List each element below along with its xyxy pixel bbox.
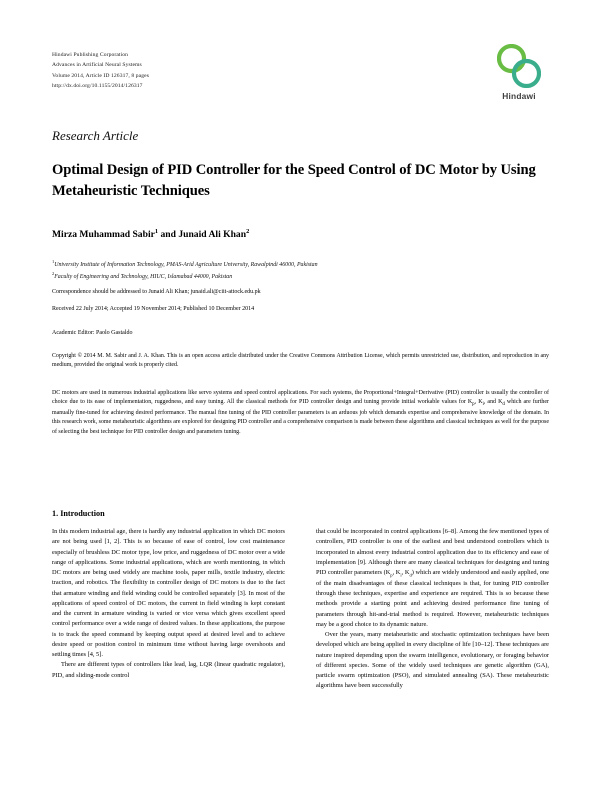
correspondence-note: Correspondence should be addressed to Junaid Ali Khan; junaid.ali@ciit-attock.edu.pk (52, 289, 261, 295)
paragraph: There are different types of controllers like lead, lag, LQR (linear quadratic regulator), PID, and sliding-mode control (52, 661, 285, 679)
body-column-right (316, 527, 549, 692)
publisher-doi-link[interactable]: http://dx.doi.org/10.1155/2014/126317 (52, 83, 143, 90)
copyright-notice: Copyright © 2014 M. M. Sabir and J. A. Khan. This is an open access article distributed under the Creative Commons Attribution License, which permits unrestricted use, distribution, and reproduction in any medium, provided the original work is properly cited. (52, 353, 549, 369)
author-list (52, 228, 552, 240)
affiliation-text: Faculty of Engineering and Technology, HIUC, Islamabad 44000, Pakistan (54, 274, 233, 281)
hindawi-logo (486, 44, 552, 101)
hindawi-wordmark: Hindawi (502, 91, 536, 101)
paragraph: In this modern industrial age, there is hardly any industrial application in which DC motors are not being used [1, 2]. This is so because of ease of control, low cost maintenance especially of brushless DC motor type, low price, and ruggedness of DC motor over a wide range of applications. Some industrial applications, which are worth mentioning, in which DC motors are being used widely are machine tools, paper mills, textile industry, electric traction, and robotics. The flexibility in controller design of DC motors is due to the fact that armature winding and field winding could be controlled separately [3]. In most of the applications of speed control of DC motors, the current in field winding is kept constant and the current in armature winding is varied or vice versa which gives excellent speed control performance over a wide range of desired values. In these applications, the purpose is to track the speed command by keeping output speed at desired level and to achieve desire speed or position control in minimum time without having large overshoots and settling times [4, 5]. (52, 528, 285, 659)
publisher-info (52, 50, 149, 91)
publisher-line-2: Advances in Artificial Neural Systems (52, 62, 142, 69)
affiliation-marker: 2 (52, 271, 55, 277)
body-columns (52, 527, 549, 777)
body-column-left (52, 527, 285, 681)
hindawi-logo-icon (497, 44, 541, 88)
academic-editor: Academic Editor: Paolo Gastaldo (52, 330, 133, 336)
page-title: Optimal Design of PID Controller for the Speed Control of DC Motor by Using Metaheuristic Techniques (52, 161, 536, 199)
article-type: Research Article (52, 128, 139, 143)
publisher-line-1: Hindawi Publishing Corporation (52, 52, 129, 58)
publisher-line-3: Volume 2014, Article ID 126317, 8 pages (52, 72, 150, 79)
publication-dates: Received 22 July 2014; Accepted 19 November 2014; Published 10 December 2014 (52, 306, 255, 312)
affiliation-list (52, 258, 552, 283)
paragraph: that could be incorporated in control applications [6–8]. Among the few mentioned types of controllers, PID controller is one of the earliest and best understood controllers which is incorporated in almost every industrial control application due to its efficiency and ease of implementation [9]. Although there are many classical techniques for designing and tuning PID controller parameters ($K_p$, $K_i$, $K_d$) which are widely understood and easily applied, one of the main disadvantages of these classical techniques is that, for tuning PID controller through these techniques, expertise and experience are required. This is so because these methods provide a starting point and achieving desired performance fine tuning of parameters through hit-and-trial method is required. However, metaheuristic techniques may be a good choice to its dynamic nature. (316, 528, 549, 628)
abstract-text: DC motors are used in numerous industrial applications like servo systems and speed control applications. For such systems, the Proportional+Integral+Derivative (PID) controller is usually the controller of choice due to its ease of implementation, ruggedness, and easy tuning. All the classical methods for PID controller design and tuning provide initial workable values for $K_p$, $K_i$, and $K_d$ which are further manually fine-tuned for achieving desired performance. The manual fine tuning of the PID controller parameters is an arduous job which demands expertise and comprehensive knowledge of the domain. In this research work, some metaheuristic algorithms are explored for designing PID controller and a comprehensive comparison is made between these algorithms and classical techniques as well for the purpose of selecting the best technique for PID controller design and parameters tuning. (52, 390, 549, 435)
section-heading-introduction: 1. Introduction (52, 509, 105, 518)
paragraph: Over the years, many metaheuristic and stochastic optimization techniques have been developed which are being applied in every discipline of life [10–12]. These techniques are nature inspired depending upon the swarm intelligence, evolutionary, or foraging behavior of different species. Some of the widely used techniques are genetic algorithm (GA), particle swarm optimization (PSO), and simulated annealing (SA). These metaheuristic algorithms have been successfully (316, 631, 549, 690)
affiliation-item (52, 258, 552, 270)
affiliation-marker: 1 (52, 259, 55, 264)
affiliation-item (52, 270, 552, 282)
authors-text: Mirza Muhammad Sabir$^1$ and Junaid Ali Khan$^2$ (52, 228, 250, 241)
affiliation-text: University Institute of Information Technology, PMAS-Arid Agriculture University, Rawalpindi 46000, Pakistan (54, 261, 318, 268)
